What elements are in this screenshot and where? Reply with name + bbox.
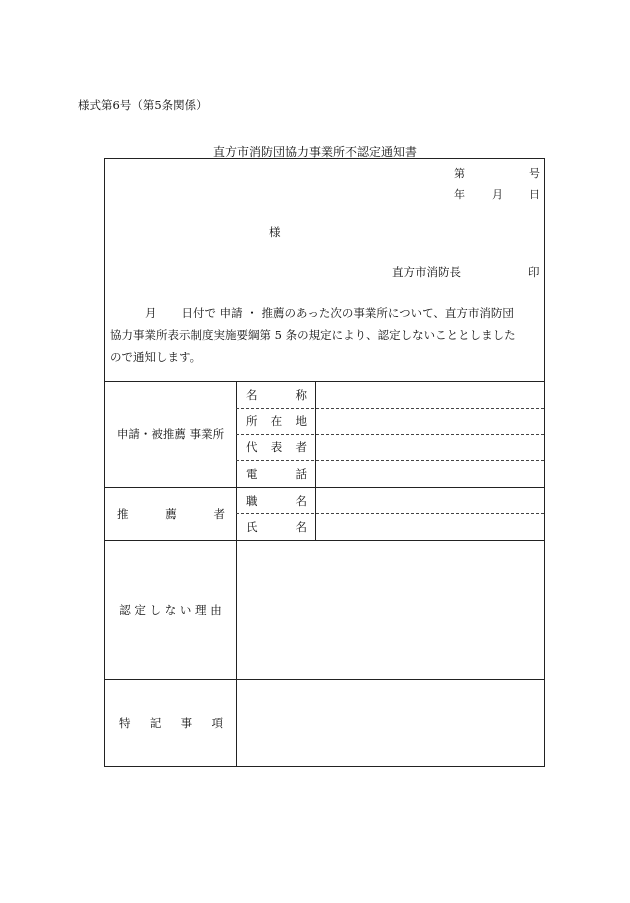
notice-body (110, 302, 542, 368)
notes-cell[interactable] (237, 680, 544, 766)
addressee-suffix: 様 (269, 225, 281, 239)
applicant-name-cell[interactable] (316, 382, 544, 407)
applicant-address-cell[interactable] (316, 409, 544, 434)
issuer-name: 直方市消防長 (392, 265, 461, 279)
recommender-title-cell[interactable] (316, 488, 544, 513)
form-number: 様式第6号（第5条関係） (78, 98, 208, 112)
notes-label: 特 記 事 項 (119, 715, 223, 730)
field-representative-label: 代 表 者 (246, 440, 307, 454)
field-title-label: 職 名 (246, 494, 307, 508)
number-suffix: 号 (529, 167, 540, 180)
body-month: 月 (145, 306, 157, 320)
recommender-name-cell[interactable] (316, 514, 544, 539)
number-prefix: 第 (454, 167, 465, 180)
field-name-label: 名 称 (246, 388, 307, 402)
notice-form (104, 158, 545, 767)
reason-cell[interactable] (237, 541, 544, 679)
date-year: 年 (454, 188, 465, 201)
field-person-name-label: 氏 名 (246, 520, 307, 534)
date-month: 月 (492, 188, 503, 201)
field-phone-label: 電 話 (246, 467, 307, 481)
recommender-label: 推 薦 者 (117, 506, 225, 521)
applicant-label: 申請・被推薦 事業所 (116, 427, 225, 441)
seal-mark: 印 (528, 265, 540, 279)
body-line1: 申請 ・ 推薦のあった次の事業所について、直方市消防団 (219, 306, 514, 320)
body-day: 日付で (181, 306, 216, 320)
applicant-phone-cell[interactable] (316, 461, 544, 486)
field-address-label: 所 在 地 (246, 414, 307, 428)
body-line3: ので通知します。 (110, 350, 202, 364)
reason-label: 認 定 し な い 理 由 (119, 602, 222, 617)
body-line2: 協力事業所表示制度実施要綱第 5 条の規定により、認定しないこととしました (110, 328, 516, 342)
date-day: 日 (529, 188, 540, 201)
document-title: 直方市消防団協力事業所不認定通知書 (212, 145, 417, 159)
applicant-representative-cell[interactable] (316, 435, 544, 460)
